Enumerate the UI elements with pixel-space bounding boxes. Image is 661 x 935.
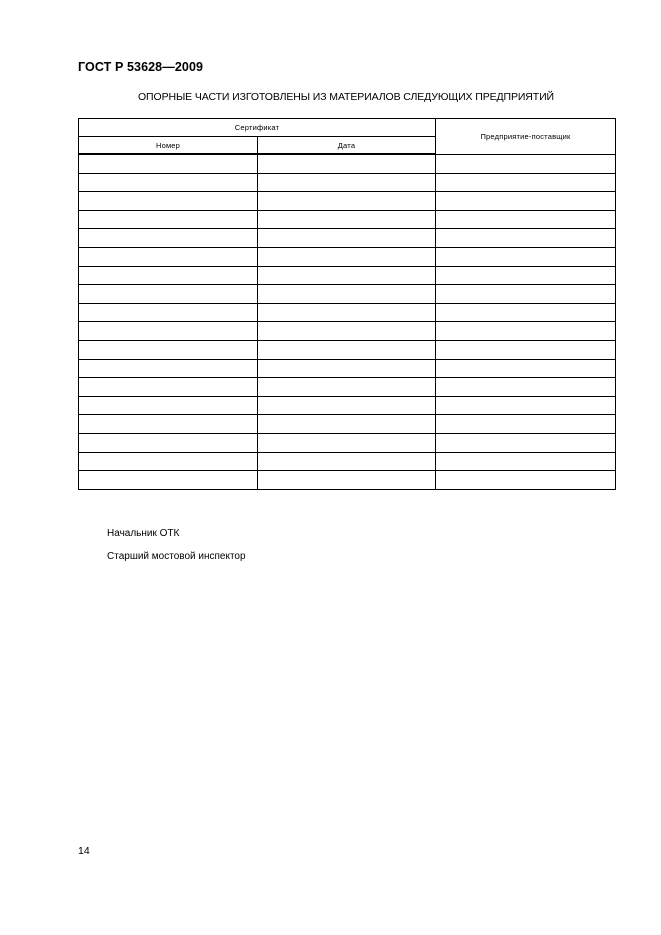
supplier-cell bbox=[436, 247, 616, 266]
date-column-header: Дата bbox=[258, 137, 436, 155]
number-cell bbox=[79, 285, 258, 304]
table-row bbox=[79, 322, 616, 341]
date-cell bbox=[258, 266, 436, 285]
number-cell bbox=[79, 303, 258, 322]
date-cell bbox=[258, 396, 436, 415]
table-row bbox=[79, 229, 616, 248]
supplier-cell bbox=[436, 192, 616, 211]
number-cell bbox=[79, 173, 258, 192]
number-cell bbox=[79, 154, 258, 173]
table-body bbox=[79, 154, 616, 489]
date-cell bbox=[258, 210, 436, 229]
supplier-cell bbox=[436, 322, 616, 341]
standard-code: ГОСТ Р 53628—2009 bbox=[78, 60, 204, 74]
supplier-cell bbox=[436, 210, 616, 229]
table-row bbox=[79, 154, 616, 173]
number-cell bbox=[79, 210, 258, 229]
supplier-cell bbox=[436, 396, 616, 415]
table-row bbox=[79, 303, 616, 322]
supplier-cell bbox=[436, 173, 616, 192]
date-cell bbox=[258, 452, 436, 471]
number-cell bbox=[79, 322, 258, 341]
number-cell bbox=[79, 471, 258, 490]
qc-head-signature-label: Начальник ОТК bbox=[107, 528, 180, 539]
number-cell bbox=[79, 229, 258, 248]
number-column-header: Номер bbox=[79, 137, 258, 155]
date-cell bbox=[258, 322, 436, 341]
table-row bbox=[79, 471, 616, 490]
supplier-cell bbox=[436, 285, 616, 304]
page-number: 14 bbox=[78, 845, 90, 857]
date-cell bbox=[258, 471, 436, 490]
date-cell bbox=[258, 303, 436, 322]
supplier-cell bbox=[436, 340, 616, 359]
supplier-cell bbox=[436, 154, 616, 173]
table-row bbox=[79, 266, 616, 285]
number-cell bbox=[79, 192, 258, 211]
date-cell bbox=[258, 378, 436, 397]
certificate-group-header: Сертификат bbox=[79, 119, 436, 137]
supplier-cell bbox=[436, 452, 616, 471]
number-cell bbox=[79, 340, 258, 359]
number-cell bbox=[79, 433, 258, 452]
supplier-cell bbox=[436, 266, 616, 285]
table-row bbox=[79, 378, 616, 397]
date-cell bbox=[258, 154, 436, 173]
supplier-cell bbox=[436, 378, 616, 397]
table-row bbox=[79, 415, 616, 434]
document-title: ОПОРНЫЕ ЧАСТИ ИЗГОТОВЛЕНЫ ИЗ МАТЕРИАЛОВ СЛЕДУЮЩИХ ПРЕДПРИЯТИЙ bbox=[137, 91, 555, 103]
number-cell bbox=[79, 247, 258, 266]
table-row bbox=[79, 359, 616, 378]
supplier-cell bbox=[436, 433, 616, 452]
date-cell bbox=[258, 415, 436, 434]
table-row bbox=[79, 247, 616, 266]
table-row bbox=[79, 452, 616, 471]
number-cell bbox=[79, 378, 258, 397]
date-cell bbox=[258, 340, 436, 359]
supplier-column-header: Предприятие-поставщик bbox=[436, 119, 616, 155]
date-cell bbox=[258, 229, 436, 248]
table-row bbox=[79, 285, 616, 304]
supplier-cell bbox=[436, 229, 616, 248]
number-cell bbox=[79, 359, 258, 378]
supplier-cell bbox=[436, 471, 616, 490]
supplier-cell bbox=[436, 415, 616, 434]
supplier-cell bbox=[436, 303, 616, 322]
bridge-inspector-signature-label: Старший мостовой инспектор bbox=[107, 551, 246, 562]
number-cell bbox=[79, 266, 258, 285]
date-cell bbox=[258, 285, 436, 304]
suppliers-table bbox=[78, 118, 616, 490]
table-row bbox=[79, 173, 616, 192]
date-cell bbox=[258, 247, 436, 266]
number-cell bbox=[79, 396, 258, 415]
date-cell bbox=[258, 173, 436, 192]
date-cell bbox=[258, 433, 436, 452]
table-row bbox=[79, 340, 616, 359]
date-cell bbox=[258, 192, 436, 211]
number-cell bbox=[79, 415, 258, 434]
number-cell bbox=[79, 452, 258, 471]
date-cell bbox=[258, 359, 436, 378]
table-row bbox=[79, 433, 616, 452]
table-row bbox=[79, 210, 616, 229]
table-row bbox=[79, 396, 616, 415]
table-row bbox=[79, 192, 616, 211]
supplier-cell bbox=[436, 359, 616, 378]
